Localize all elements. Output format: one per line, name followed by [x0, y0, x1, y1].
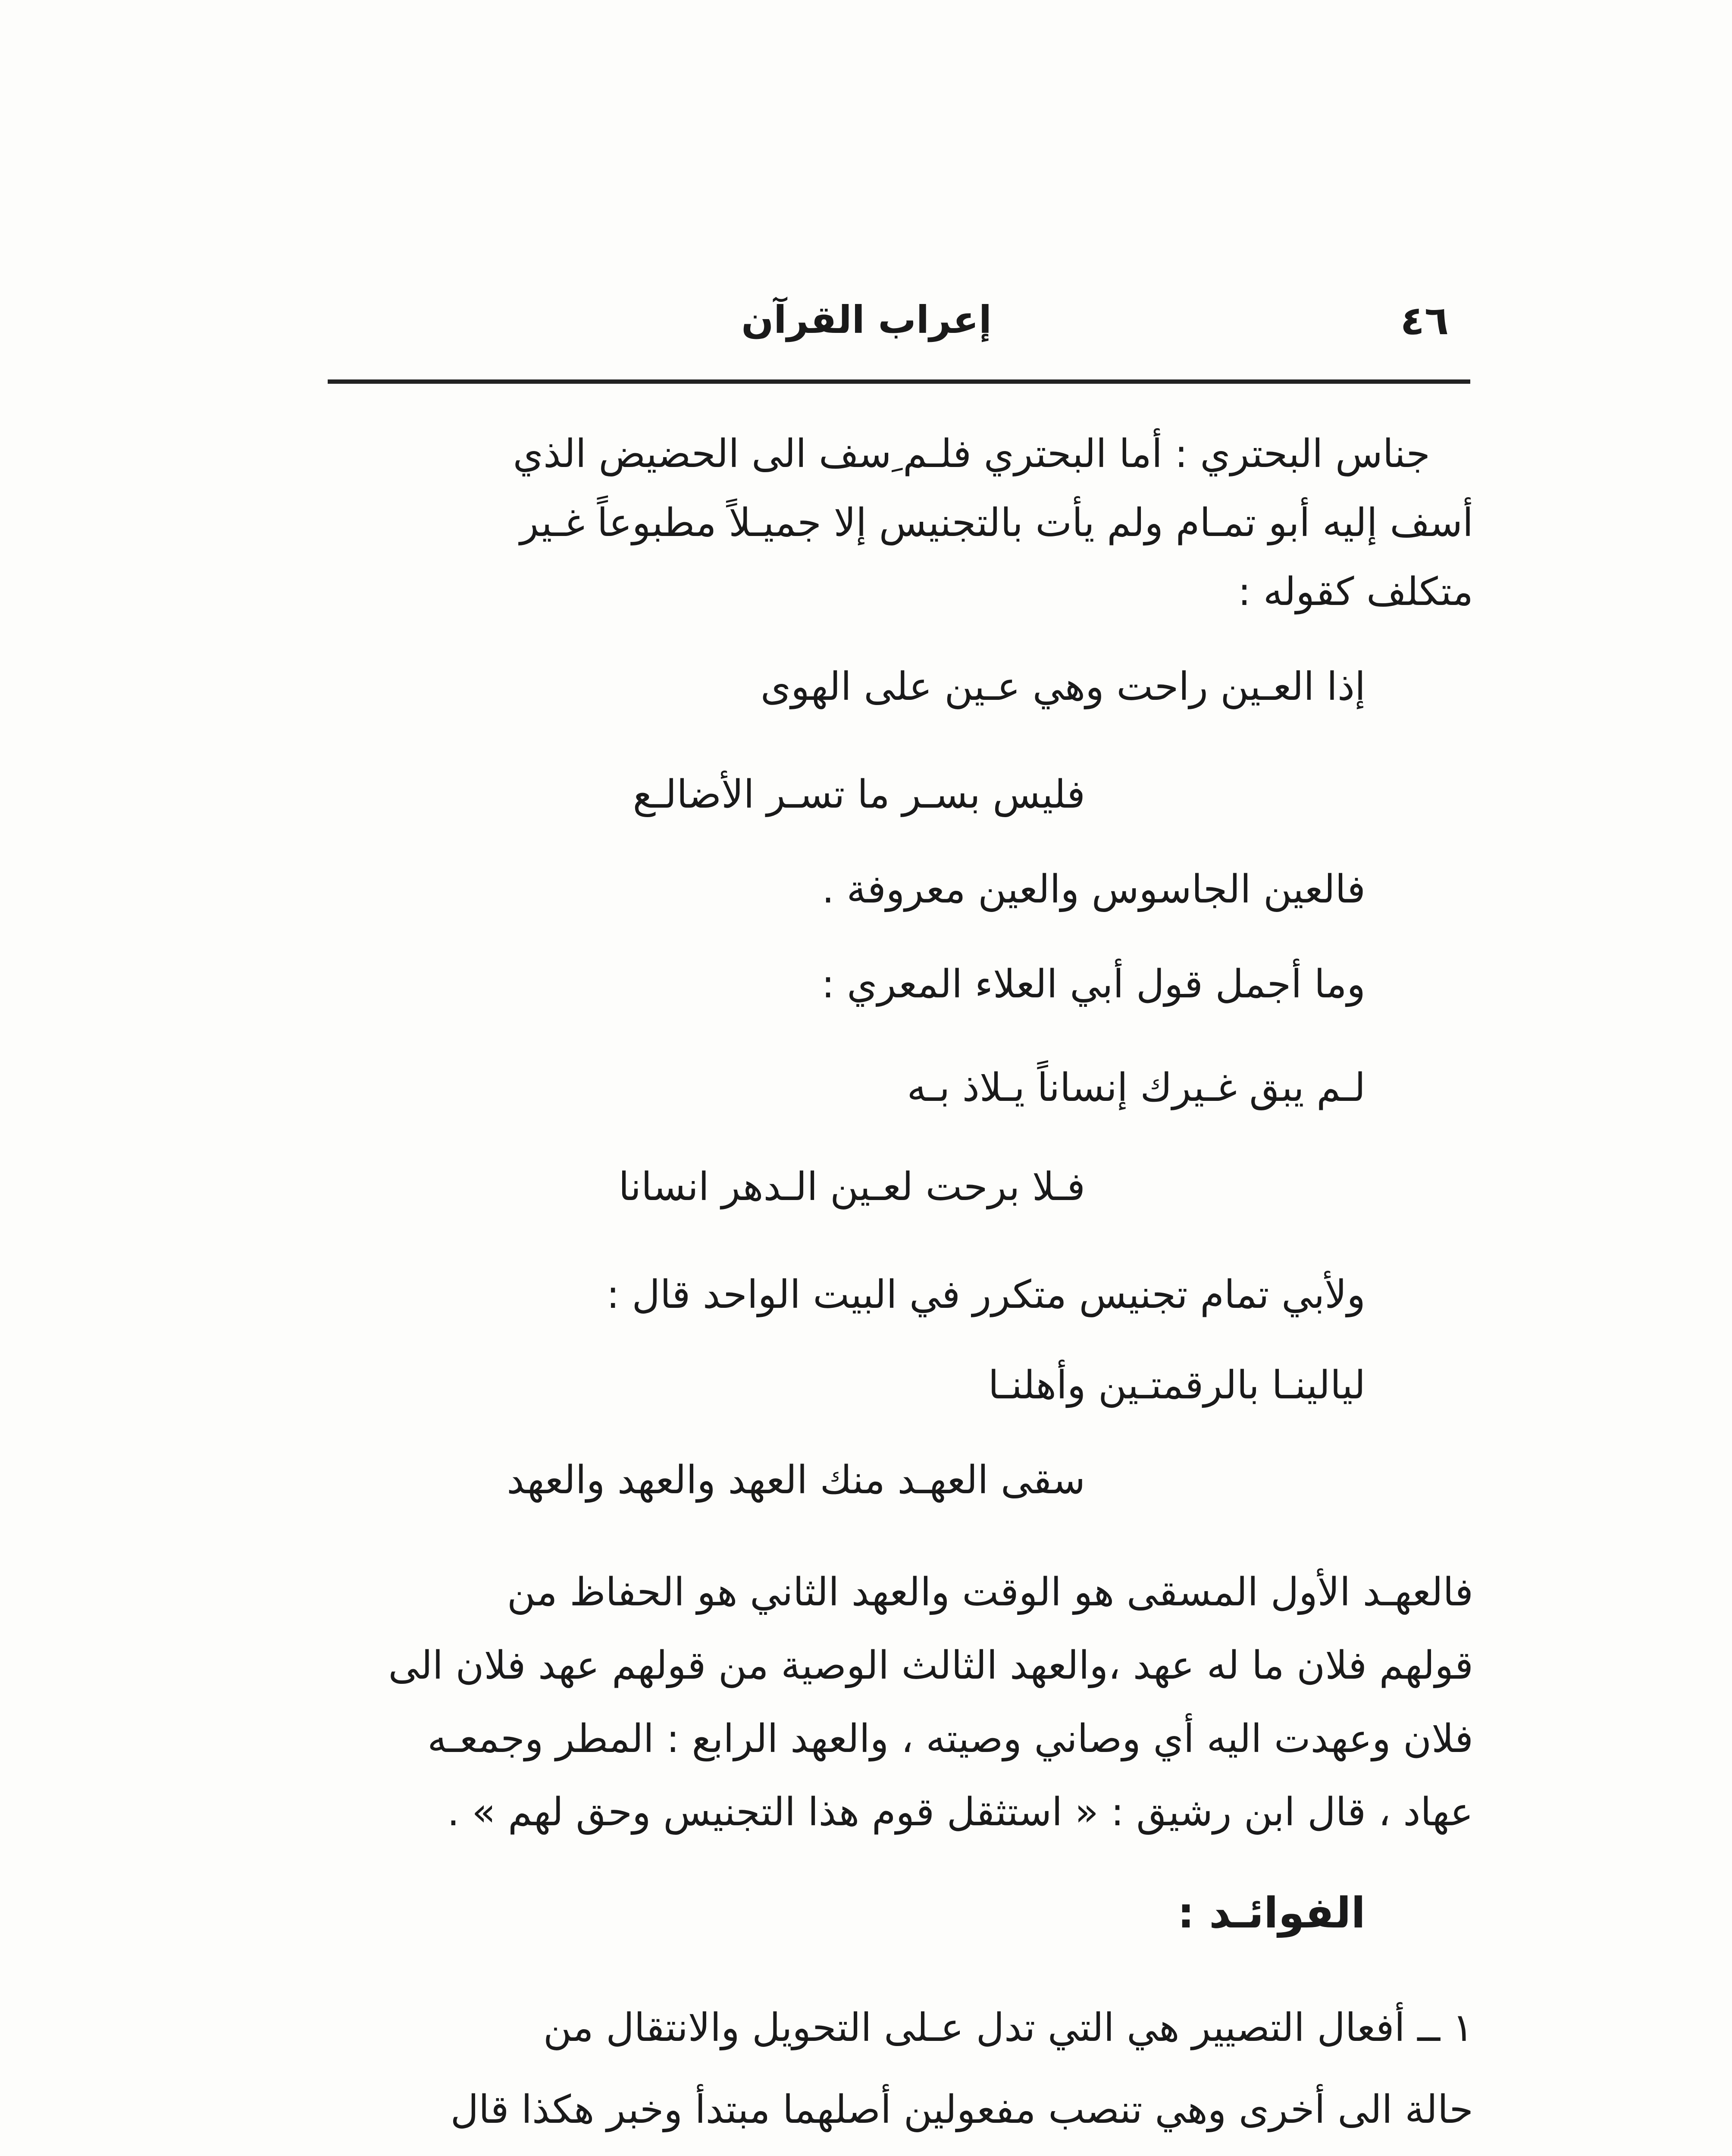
after-verse1: فالعين الجاسوس والعين معروفة .: [822, 867, 1366, 912]
page-number: ٤٦: [1400, 298, 1449, 344]
verse2-hemistich2: فـلا برحت لعـين الـدهر انسانا: [618, 1164, 1085, 1210]
benefit1-line-1: ١ ــ أفعال التصيير هي التي تدل عـلى التحويل والانتقال من: [543, 2005, 1473, 2050]
book-title: إعراب القرآن: [741, 298, 992, 342]
verse1-hemistich1: إذا العـين راحت وهي عـين على الهوى: [760, 664, 1366, 709]
abu-tammam-intro: ولأبي تمام تجنيس متكرر في البيت الواحد قال :: [606, 1272, 1366, 1317]
intro-line-1: جناس البحتري : أما البحتري فلـم ِسف الى الحضيض الذي: [513, 431, 1430, 476]
maarri-intro: وما أجمل قول أبي العلاء المعري :: [821, 962, 1366, 1007]
benefit1-line-2: حالة الى أخرى وهي تنصب مفعولين أصلهما مبتدأ وخبر هكذا قال: [450, 2087, 1473, 2132]
verse1-hemistich2: فليس بسـر ما تسـر الأضالـع: [633, 772, 1085, 817]
page-header: [328, 298, 1466, 354]
verse3-hemistich2: سقى العهـد منك العهد والعهد والعهد: [507, 1457, 1085, 1503]
header-rule: [328, 379, 1470, 384]
intro-line-2: أسف إليه أبو تمـام ولم يأت بالتجنيس إلا جميـلاً مطبوعاً غـير: [520, 500, 1473, 545]
explanation-line-4: عهاد ، قال ابن رشيق : « استثقل قوم هذا التجنيس وحق لهم » .: [447, 1789, 1473, 1835]
verse2-hemistich1: لـم يبق غـيرك إنساناً يـلاذ بـه: [907, 1065, 1366, 1110]
explanation-line-2: قولهم فلان ما له عهد ،والعهد الثالث الوصية من قولهم عهد فلان الى: [388, 1643, 1473, 1688]
explanation-line-1: فالعهـد الأول المسقى هو الوقت والعهد الثاني هو الحفاظ من: [507, 1570, 1473, 1615]
intro-line-3: متكلف كقوله :: [1237, 569, 1473, 614]
verse3-hemistich1: ليالينـا بالرقمتـين وأهلنـا: [988, 1363, 1366, 1408]
explanation-line-3: فلان وعهدت اليه أي وصاني وصيته ، والعهد الرابع : المطر وجمعـه: [427, 1716, 1473, 1761]
benefits-heading: الفوائـد :: [1177, 1889, 1366, 1938]
